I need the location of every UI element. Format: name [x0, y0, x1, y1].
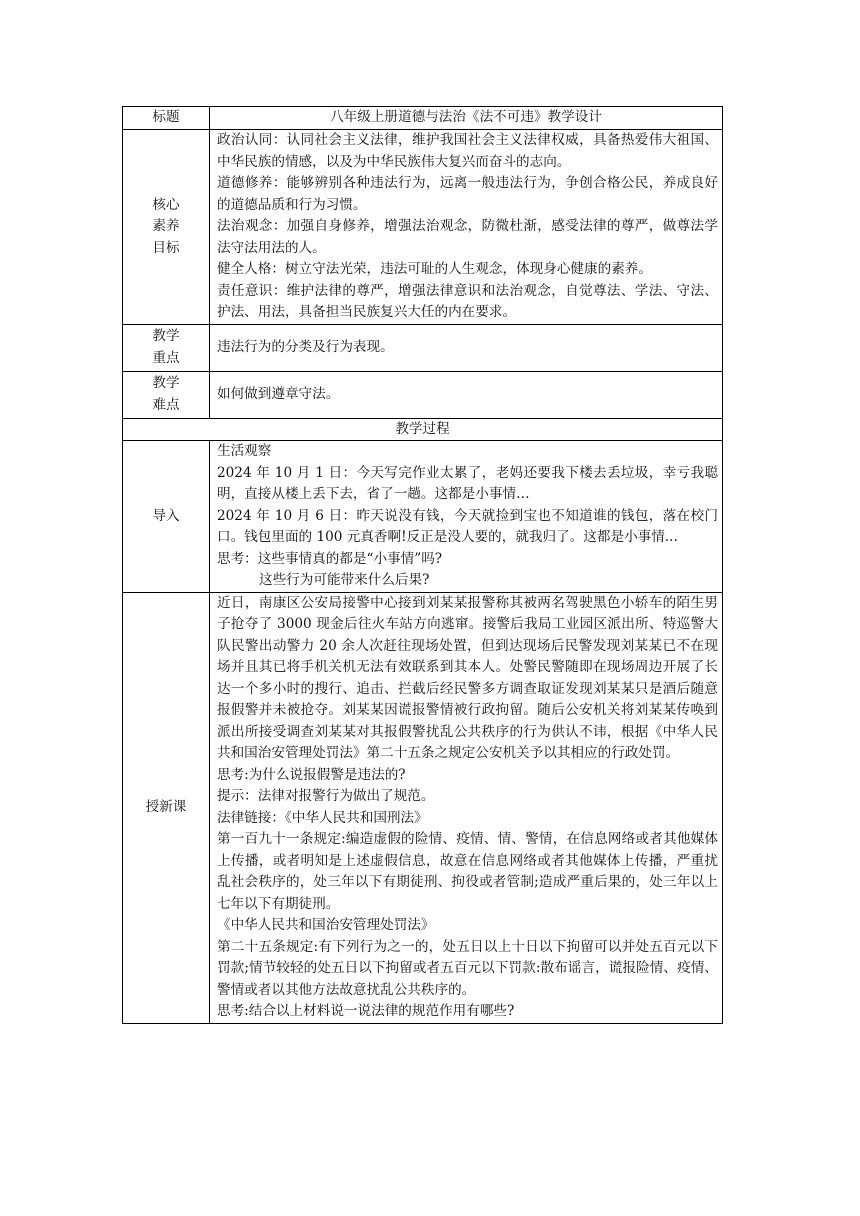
intro-diary-2: 2024 年 10 月 6 日：昨天说没有钱，今天就捡到宝也不知道谁的钱包，落在校门口。钱包里面的 100 元真香啊!反正是没人要的，就我归了。这都是小事情...: [217, 507, 718, 545]
think-question-1: 思考:为什么说报假警是违法的?: [217, 766, 406, 783]
new-lesson-content: [210, 592, 723, 1023]
new-lesson-row: [123, 592, 723, 1023]
hint: 提示：法律对报警行为做出了规范。: [217, 788, 435, 804]
think-question-2: 思考:结合以上材料说一说法律的规范作用有哪些?: [217, 1003, 515, 1019]
goal-personality: 健全人格：树立守法光荣，违法可耻的人生观念，体现身心健康的素养。: [217, 261, 652, 277]
key-point-row: [123, 324, 723, 371]
goal-political: 政治认同：认同社会主义法律，维护我国社会主义法律权威，具备热爱伟大祖国、中华民族的情感，以及为中华民族伟大复兴而奋斗的志向。: [217, 132, 718, 170]
goal-moral: 道德修养：能够辨别各种违法行为，远离一般违法行为，争创合格公民，养成良好的道德品质和行为习惯。: [217, 175, 718, 213]
criminal-law-article: 第一百九十一条规定:编造虚假的险情、疫情、情、警情，在信息网络或者其他媒体上传播，或者明知是上述虚假信息，故意在信息网络或者其他媒体上传播，严重扰乱社会秩序的，处三年以下有期徒刑、拘役或者管制;造成严重后果的，处三年以上七年以下有期徒刑。: [217, 831, 718, 912]
case-story: 近日，南康区公安局接警中心接到刘某某报警称其被两名驾驶黑色小轿车的陌生男子抢夺了 3000 现金后往火车站方向逃窜。接警后我局工业园区派出所、特巡警大队民警出动警力 20 余人次赶往现场处置，但到达现场后民警发现刘某某已不在现场并且其已将手机关机无法有效联系到其本人。处警民警随即在现场周边开展了长达一个多小时的搜行、追击、拦截后经民警多方调查取证发现刘某某只是酒后随意报假警并未被抢夺。刘某某因谎报警情被行政拘留。随后公安机关将刘某某传唤到派出所接受调查刘某某对其报假警扰乱公共秩序的行为供认不讳，根据《中华人民共和国治安管理处罚法》第二十五条之规定公安机关予以其相应的行政处罚。: [217, 594, 718, 761]
new-lesson-label: 授新课: [123, 592, 210, 1023]
security-law-title: 《中华人民共和国治安管理处罚法》: [217, 917, 435, 933]
intro-diary-1: 2024 年 10 月 1 日：今天写完作业太累了，老妈还要我下楼去丢垃圾，幸亏我聪明，直接从楼上丢下去，省了一趟。这都是小事情…: [217, 464, 718, 502]
law-link-heading: 法律链接：《中华人民共和国刑法》: [217, 809, 428, 826]
intro-question-1: 思考：这些事情真的都是“小事情”吗?: [217, 550, 443, 567]
security-law-article: 第二十五条规定:有下列行为之一的，处五日以上十日以下拘留可以并处五百元以下罚款;情节较轻的处五日以下拘留或者五百元以下罚款:散布谣言，谎报险情、疫情、警情或者以其他方法故意扰乱公共秩序的。: [217, 938, 718, 998]
key-point-content: 违法行为的分类及行为表现。: [210, 324, 723, 371]
difficulty-row: [123, 371, 723, 418]
intro-heading: 生活观察: [217, 443, 272, 459]
core-literacy-row: [123, 130, 723, 325]
lesson-plan-table: [122, 106, 723, 1024]
core-literacy-label: 核心 素养 目标: [123, 130, 210, 325]
intro-content: [210, 441, 723, 593]
intro-label: 导入: [123, 441, 210, 593]
goal-rule-of-law: 法治观念：加强自身修养，增强法治观念，防微杜渐，感受法律的尊严，做尊法学法守法用法的人。: [217, 218, 718, 256]
difficulty-content: 如何做到遵章守法。: [210, 371, 723, 418]
process-header: 教学过程: [123, 418, 723, 441]
key-point-label: 教学 重点: [123, 324, 210, 371]
intro-question-2: 这些行为可能带来什么后果?: [259, 572, 430, 588]
title-row: [123, 107, 723, 130]
difficulty-label: 教学 难点: [123, 371, 210, 418]
core-literacy-content: [210, 130, 723, 325]
process-header-row: [123, 418, 723, 441]
intro-row: [123, 441, 723, 593]
title-label: 标题: [123, 107, 210, 130]
goal-responsibility: 责任意识：维护法律的尊严，增强法律意识和法治观念，自觉尊法、学法、守法、护法、用法，具备担当民族复兴大任的内在要求。: [217, 282, 718, 320]
document-title: 八年级上册道德与法治《法不可违》教学设计: [210, 107, 723, 130]
